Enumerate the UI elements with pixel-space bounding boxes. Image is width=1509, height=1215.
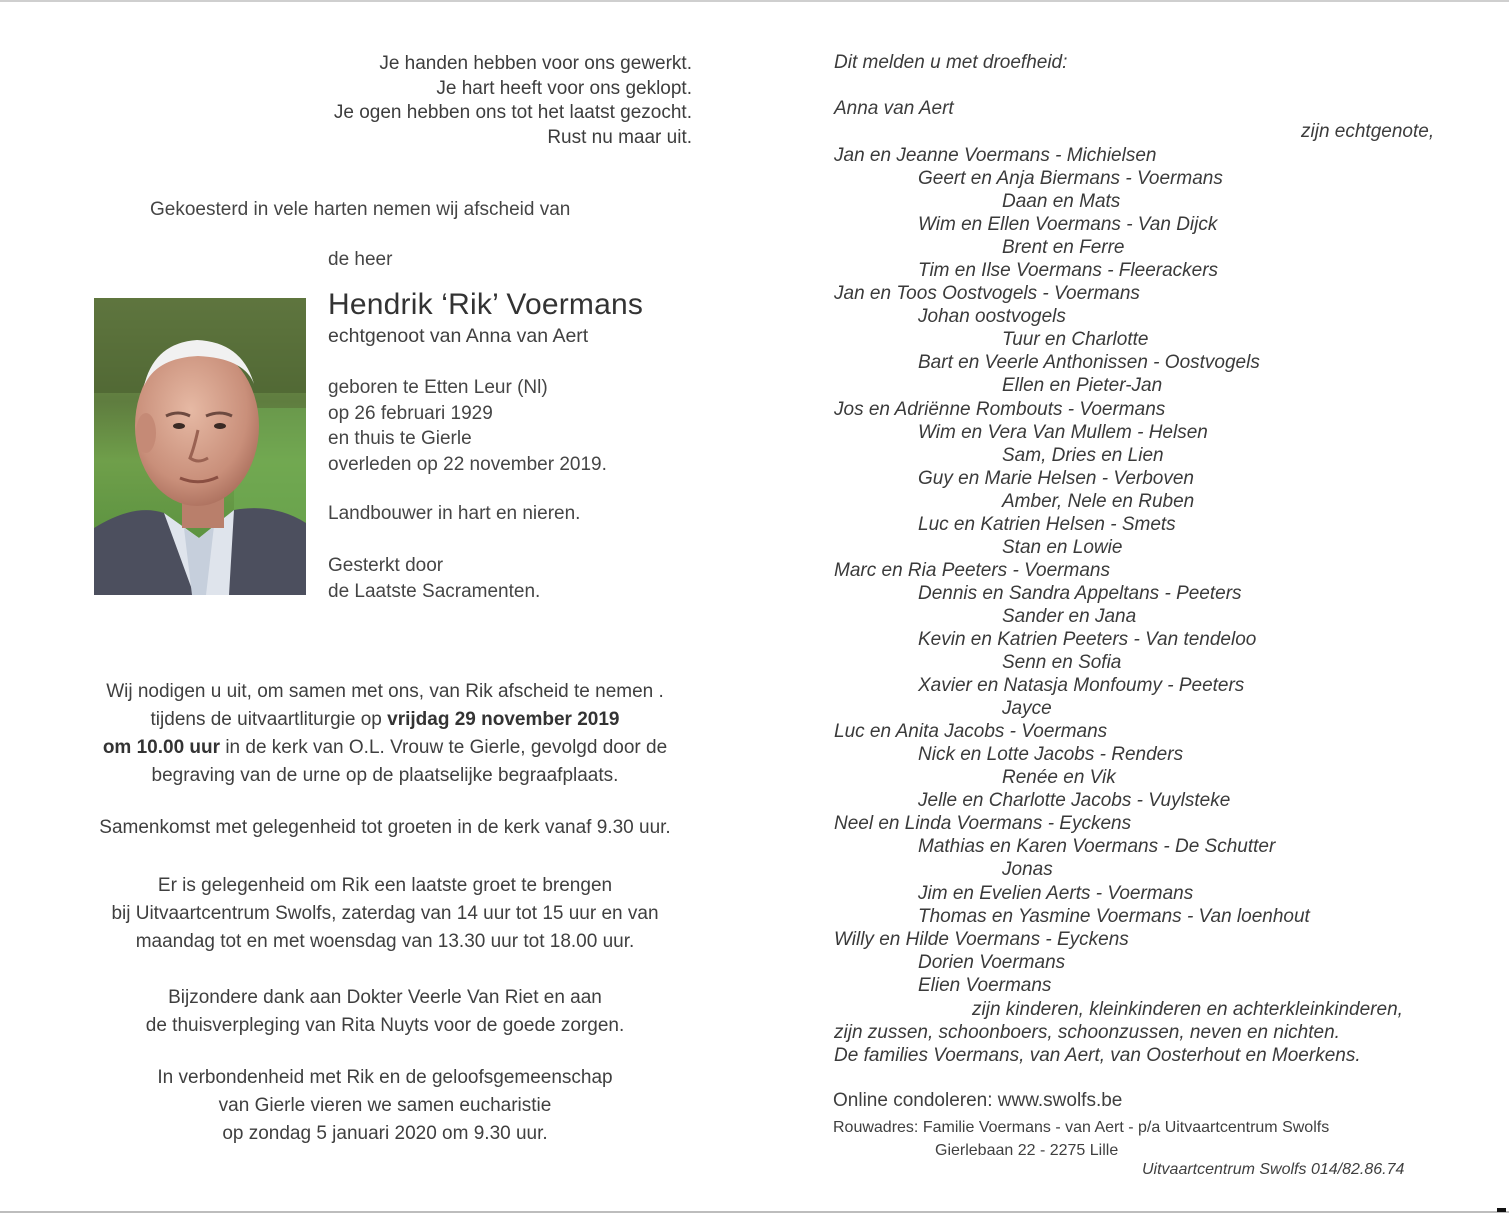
announcement-heading: Dit melden u met droefheid: (834, 52, 1068, 73)
family-member: Wim en Vera Van Mullem - Helsen (918, 421, 1208, 443)
poem (260, 52, 692, 150)
family-member: Sam, Dries en Lien (1002, 444, 1164, 466)
intro-text: Gekoesterd in vele harten nemen wij afscheid van (150, 199, 571, 220)
mass-line: van Gierle vieren we samen eucharistie (218, 1095, 552, 1116)
family-member: Stan en Lowie (1002, 536, 1123, 558)
online-condolence: Online condoleren: www.swolfs.be (833, 1090, 1123, 1111)
viewing-line: bij Uitvaartcentrum Swolfs, zaterdag van 14 uur tot 15 uur en van (111, 903, 659, 924)
family-member: Sander en Jana (1002, 605, 1137, 627)
family-member: Jan en Toos Oostvogels - Voermans (834, 283, 1140, 305)
family-member: Tim en Ilse Voermans - Fleerackers (918, 260, 1219, 282)
family-member: Jelle en Charlotte Jacobs - Vuylsteke (918, 790, 1231, 812)
bottom-rule (0, 1211, 1509, 1213)
viewing-line: maandag tot en met woensdag van 13.30 uur tot 18.00 uur. (135, 931, 635, 952)
family-member: Neel en Linda Voermans - Eyckens (834, 813, 1132, 835)
family-member: Renée en Vik (1002, 767, 1116, 789)
family-member: Dennis en Sandra Appeltans - Peeters (918, 582, 1242, 604)
thanks-line: Bijzondere dank aan Dokter Veerle Van Riet en aan (168, 987, 602, 1008)
funeral-home-contact: Uitvaartcentrum Swolfs 014/82.86.74 (1142, 1161, 1405, 1178)
family-member: Jayce (1002, 698, 1052, 720)
family-member: Jim en Evelien Aerts - Voermans (918, 882, 1194, 904)
portrait-photo (94, 298, 306, 595)
relations-line: zijn kinderen, kleinkinderen en achterkleinkinderen, (972, 999, 1403, 1020)
bio-line: op 26 februari 1929 (328, 402, 493, 424)
bio-line: overleden op 22 november 2019. (328, 453, 607, 475)
family-member: Luc en Katrien Helsen - Smets (918, 513, 1176, 535)
salutation: de heer (328, 249, 393, 270)
poem-line: Je ogen hebben ons tot het laatst gezocht. (333, 102, 692, 123)
family-member: Bart en Veerle Anthonissen - Oostvogels (918, 352, 1260, 374)
sacrament-line: Gesterkt door (328, 555, 444, 576)
family-member: Jonas (1002, 859, 1053, 881)
family-member: Xavier en Natasja Monfoumy - Peeters (918, 675, 1245, 697)
mass-line: op zondag 5 januari 2020 om 9.30 uur. (222, 1123, 548, 1144)
family-member: Wim en Ellen Voermans - Van Dijck (918, 214, 1218, 236)
relations-line: zijn zussen, schoonboers, schoonzussen, neven en nichten. (834, 1022, 1340, 1043)
relations-line: De families Voermans, van Aert, van Oosterhout en Moerkens. (834, 1045, 1361, 1066)
invite-prefix: tijdens de uitvaartliturgie op (150, 709, 382, 730)
sacrament-note (328, 553, 540, 604)
family-member: Elien Voermans (918, 974, 1052, 996)
family-member: Willy en Hilde Voermans - Eyckens (834, 928, 1129, 950)
family-member: Senn en Sofia (1002, 652, 1122, 674)
family-member: Jan en Jeanne Voermans - Michielsen (834, 145, 1157, 166)
thanks-note (60, 984, 710, 1040)
address-line: Rouwadres: Familie Voermans - van Aert - p/a Uitvaartcentrum Swolfs (833, 1119, 1330, 1136)
mass-line: In verbondenheid met Rik en de geloofsgemeenschap (157, 1067, 613, 1088)
family-member: Marc en Ria Peeters - Voermans (834, 559, 1110, 581)
viewing-line: Er is gelegenheid om Rik een laatste groet te brengen (157, 875, 613, 896)
poem-line: Je hart heeft voor ons geklopt. (436, 77, 692, 99)
family-member: Kevin en Katrien Peeters - Van tendeloo (918, 628, 1257, 650)
invite-location: in de kerk van O.L. Vrouw te Gierle, gevolgd door de (225, 737, 668, 758)
memorial-mass (60, 1064, 710, 1148)
family-member: Nick en Lotte Jacobs - Renders (918, 744, 1184, 766)
family-member: Jos en Adriënne Rombouts - Voermans (834, 398, 1166, 420)
widow-role: zijn echtgenote, (1301, 121, 1435, 142)
invite-line-1: Wij nodigen u uit, om samen met ons, van Rik afscheid te nemen . (106, 681, 664, 702)
gathering-note: Samenkomst met gelegenheid tot groeten in de kerk vanaf 9.30 uur. (99, 817, 671, 838)
family-member: Mathias en Karen Voermans - De Schutter (918, 836, 1276, 858)
funeral-time: om 10.00 uur (102, 737, 221, 758)
occupation: Landbouwer in hart en nieren. (328, 503, 581, 524)
deceased-name: Hendrik ‘Rik’ Voermans (328, 288, 644, 321)
invite-line-3 (60, 734, 710, 762)
poem-line: Rust nu maar uit. (547, 126, 692, 148)
viewing-info (60, 872, 710, 956)
biography (328, 375, 607, 477)
family-member: Tuur en Charlotte (1002, 329, 1149, 351)
family-member: Johan oostvogels (918, 306, 1066, 328)
family-member: Guy en Marie Helsen - Verboven (918, 467, 1194, 489)
bio-line: en thuis te Gierle (328, 428, 472, 449)
family-member: Amber, Nele en Ruben (1002, 490, 1195, 512)
family-member: Geert en Anja Biermans - Voermans (918, 168, 1223, 190)
family-member: Thomas en Yasmine Voermans - Van loenhout (918, 905, 1310, 927)
family-member: Daan en Mats (1002, 191, 1121, 213)
relations (834, 998, 1403, 1067)
mourning-address (833, 1116, 1329, 1162)
invite-line-2 (60, 706, 710, 734)
family-list (834, 144, 1310, 997)
invite-line-4: begraving van de urne op de plaatselijke begraafplaats. (151, 765, 619, 786)
family-member: Luc en Anita Jacobs - Voermans (834, 721, 1108, 743)
address-line: Gierlebaan 22 - 2275 Lille (935, 1142, 1119, 1159)
family-member: Ellen en Pieter-Jan (1002, 375, 1163, 397)
funeral-date: vrijdag 29 november 2019 (387, 709, 620, 730)
scan-mark (1497, 1208, 1506, 1212)
thanks-line: de thuisverpleging van Rita Nuyts voor de goede zorgen. (145, 1015, 625, 1036)
spouse-line: echtgenoot van Anna van Aert (328, 325, 589, 347)
widow-name: Anna van Aert (834, 98, 954, 119)
top-rule (0, 0, 1509, 2)
poem-line: Je handen hebben voor ons gewerkt. (379, 53, 692, 74)
funeral-invitation (60, 678, 710, 790)
family-member: Brent en Ferre (1002, 237, 1125, 259)
bio-line: geboren te Etten Leur (Nl) (328, 377, 548, 398)
sacrament-line: de Laatste Sacramenten. (328, 580, 541, 602)
family-member: Dorien Voermans (918, 951, 1066, 973)
